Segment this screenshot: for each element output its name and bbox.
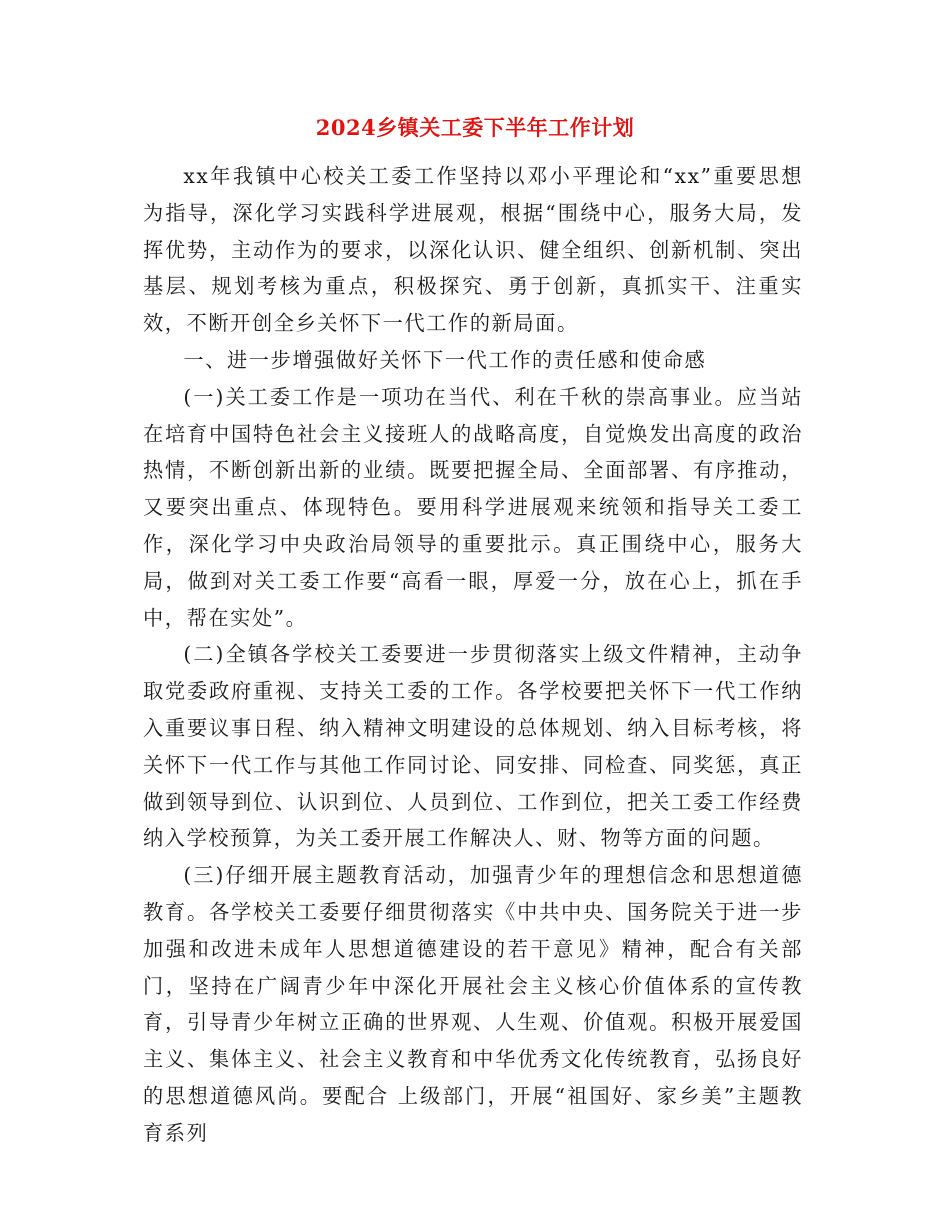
paragraph-item-1: (一)关工委工作是一项功在当代、利在千秋的崇高事业。应当站在培育中国特色社会主义接班人的战略高度，自觉焕发出高度的政治热情，不断创新出新的业绩。既要把握全局、全面部署、有序推动，又要突出重点、体现特色。要用科学进展观来统领和指导关工委工作，深化学习中央政治局领导的重要批示。真正围绕中心，服务大局，做到对关工委工作要“高看一眼，厚爱一分，放在心上，抓在手中，帮在实处”。 <box>143 384 803 630</box>
section-heading: 一、进一步增强做好关怀下一代工作的责任感和使命感 <box>183 347 707 372</box>
document-body <box>143 158 803 1152</box>
document-title: 2024乡镇关工委下半年工作计划 <box>315 115 635 140</box>
paragraph-intro: xx年我镇中心校关工委工作坚持以邓小平理论和“xx”重要思想为指导，深化学习实践科学进展观，根据“围绕中心，服务大局，发挥优势，主动作为的要求，以深化认识、健全组织、创新机制、突出基层、规划考核为重点，积极探究、勇于创新，真抓实干、注重实效，不断开创全乡关怀下一代工作的新局面。 <box>143 164 803 336</box>
paragraph-item-3: (三)仔细开展主题教育活动，加强青少年的理想信念和思想道德教育。各学校关工委要仔细贯彻落实《中共中央、国务院关于进一步加强和改进未成年人思想道德建设的若干意见》精神，配合有关部门，坚持在广阔青少年中深化开展社会主义核心价值体系的宣传教育，引导青少年树立正确的世界观、人生观、价值观。积极开展爱国主义、集体主义、社会主义教育和中华优秀文化传统教育，弘扬良好的思想道德风尚。要配合 上级部门，开展“祖国好、家乡美”主题教育系列 <box>143 863 803 1145</box>
paragraph-item-2: (二)全镇各学校关工委要进一步贯彻落实上级文件精神，主动争取党委政府重视、支持关工委的工作。各学校要把关怀下一代工作纳入重要议事日程、纳入精神文明建设的总体规划、纳入目标考核，将关怀下一代工作与其他工作同讨论、同安排、同检查、同奖惩，真正做到领导到位、认识到位、人员到位、工作到位，把关工委工作经费纳入学校预算，为关工委开展工作解决人、财、物等方面的问题。 <box>143 642 803 851</box>
